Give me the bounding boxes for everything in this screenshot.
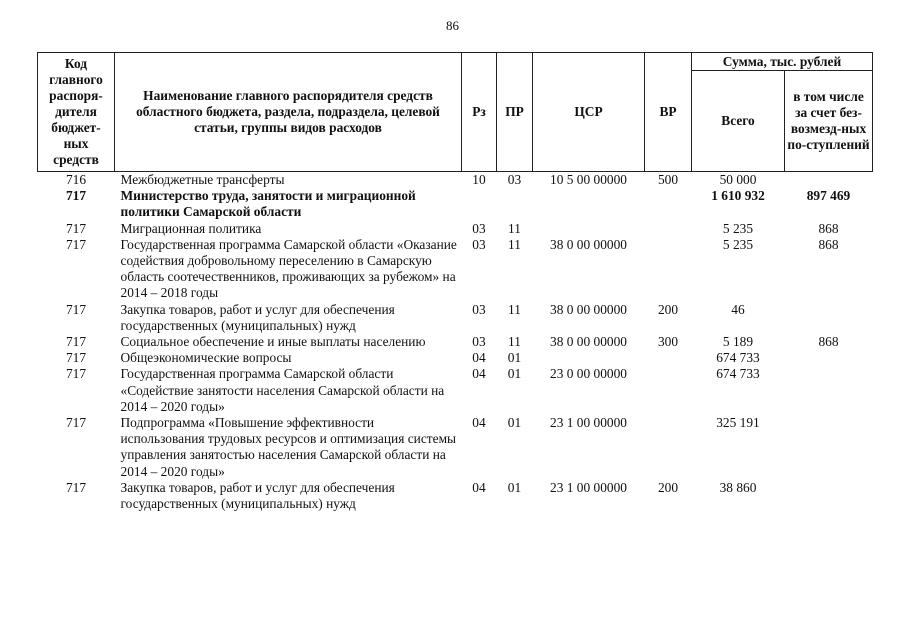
cell-rz: 10 — [472, 172, 486, 187]
header-name: Наименование главного распорядителя средств областного бюджета, раздела, подраздела, целевой статьи, группы видов расходов — [115, 53, 462, 172]
cell-free — [785, 366, 873, 415]
cell-pr: 11 — [508, 220, 521, 236]
cell-pr: 01 — [507, 479, 522, 495]
cell-free — [785, 302, 873, 334]
cell-vr — [645, 366, 692, 415]
table-row — [38, 302, 873, 334]
cell-total: 325 191 — [716, 415, 760, 431]
cell-pr: 03 — [507, 172, 522, 187]
cell-csr — [533, 188, 645, 220]
cell-rz: 04 — [472, 415, 486, 431]
header-sum-group: Сумма, тыс. рублей — [692, 53, 873, 71]
cell-code: 717 — [65, 220, 87, 236]
cell-rz: 03 — [472, 334, 486, 350]
cell-total: 5 189 — [722, 334, 754, 350]
cell-csr — [533, 221, 645, 237]
cell-vr — [645, 188, 692, 220]
cell-free — [785, 172, 873, 189]
cell-name: Закупка товаров, работ и услуг для обеспечения государственных (муниципальных) нужд — [120, 479, 395, 512]
table-row — [38, 237, 873, 302]
cell-free — [785, 350, 873, 366]
cell-csr: 23 1 00 00000 — [550, 415, 627, 431]
cell-code: 717 — [65, 188, 87, 204]
budget-table — [37, 52, 873, 512]
header-vr: ВР — [645, 53, 692, 172]
cell-name: Закупка товаров, работ и услуг для обеспечения государственных (муниципальных) нужд — [120, 301, 395, 333]
cell-code: 717 — [65, 350, 87, 366]
cell-vr: 300 — [657, 334, 679, 350]
header-free: в том числе за счет без-возмезд-ных по-ступлений — [785, 71, 873, 172]
cell-csr: 38 0 00 00000 — [550, 236, 627, 252]
header-pr: ПР — [497, 53, 533, 172]
cell-code: 717 — [65, 479, 87, 495]
cell-code: 716 — [65, 172, 87, 187]
cell-name: Министерство труда, занятости и миграционной политики Самарской области — [120, 188, 416, 220]
table-row — [38, 221, 873, 237]
cell-total: 50 000 — [719, 172, 757, 187]
cell-total: 38 860 — [719, 479, 757, 495]
table-row — [38, 366, 873, 415]
cell-pr: 11 — [508, 236, 521, 252]
cell-free: 897 469 — [806, 188, 851, 204]
cell-rz: 04 — [472, 350, 486, 366]
header-rz: Рз — [462, 53, 497, 172]
cell-vr: 200 — [657, 301, 679, 317]
cell-free — [785, 415, 873, 480]
cell-code: 717 — [65, 236, 87, 252]
cell-rz: 03 — [472, 220, 486, 236]
cell-free: 868 — [818, 236, 839, 252]
cell-csr: 23 0 00 00000 — [550, 366, 627, 382]
cell-vr: 200 — [657, 479, 679, 495]
cell-name: Подпрограмма «Повышение эффективности использования трудовых ресурсов и оптимизация системы управления занятостью населения Самарской области на 2014 – 2020 годы» — [120, 415, 457, 479]
cell-vr — [645, 415, 692, 480]
cell-pr: 01 — [507, 415, 522, 431]
cell-name: Общеэкономические вопросы — [120, 350, 292, 366]
table-row — [38, 480, 873, 512]
cell-vr: 500 — [657, 172, 679, 187]
cell-vr — [645, 237, 692, 302]
cell-code: 717 — [65, 301, 87, 317]
cell-csr: 38 0 00 00000 — [550, 301, 627, 317]
cell-total: 674 733 — [716, 350, 760, 366]
table-row — [38, 172, 873, 189]
table-row — [38, 350, 873, 366]
cell-pr: 01 — [507, 366, 522, 382]
cell-code: 717 — [65, 334, 87, 350]
cell-name: Социальное обеспечение и иные выплаты населению — [120, 334, 426, 350]
page-number: 86 — [446, 18, 459, 33]
cell-total: 674 733 — [716, 366, 760, 382]
cell-total: 1 610 932 — [711, 188, 765, 204]
cell-csr: 10 5 00 00000 — [550, 172, 627, 187]
cell-code: 717 — [65, 415, 87, 431]
header-code: Код главного распоря-дителя бюджет-ных средств — [38, 53, 115, 172]
table-row — [38, 415, 873, 480]
cell-total: 5 235 — [722, 236, 754, 252]
cell-pr: 11 — [508, 334, 521, 350]
table-row — [38, 334, 873, 350]
cell-total: 46 — [731, 301, 745, 317]
cell-name: Миграционная политика — [120, 220, 262, 236]
cell-name: Государственная программа Самарской области «Оказание содействия добровольному переселению в Самарскую область соотечественников, проживающих за рубежом» на 2014 – 2018 годы — [120, 236, 457, 301]
cell-total: 5 235 — [722, 220, 754, 236]
header-total: Всего — [692, 71, 785, 172]
cell-rz: 04 — [472, 479, 486, 495]
cell-pr: 11 — [508, 301, 521, 317]
cell-rz: 03 — [472, 301, 486, 317]
cell-csr: 38 0 00 00000 — [550, 334, 627, 350]
cell-pr: 01 — [507, 350, 522, 366]
cell-name: Государственная программа Самарской области «Содействие занятости населения Самарской области на 2014 – 2020 годы» — [120, 366, 445, 414]
cell-vr — [645, 350, 692, 366]
cell-csr — [533, 350, 645, 366]
cell-rz: 04 — [472, 366, 486, 382]
header-csr: ЦСР — [533, 53, 645, 172]
cell-code: 717 — [65, 366, 87, 382]
cell-rz: 03 — [472, 236, 486, 252]
cell-free — [785, 480, 873, 512]
cell-free: 868 — [818, 334, 839, 350]
cell-rz — [462, 188, 497, 220]
cell-name: Межбюджетные трансферты — [120, 172, 285, 187]
cell-pr — [497, 188, 533, 220]
cell-vr — [645, 221, 692, 237]
cell-free: 868 — [818, 220, 839, 236]
cell-csr: 23 1 00 00000 — [550, 479, 627, 495]
table-row — [38, 188, 873, 220]
table-body — [38, 172, 873, 513]
